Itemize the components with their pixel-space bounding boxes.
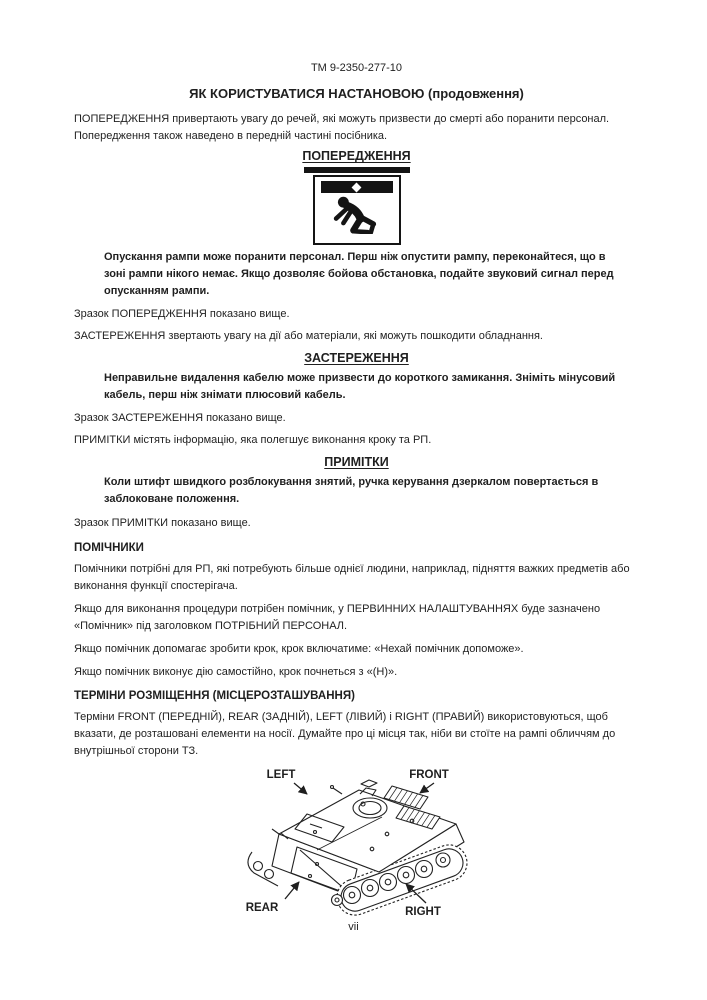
assistants-paragraph-3: Якщо помічник допомагає зробити крок, крок включатиме: «Нехай помічник допоможе». xyxy=(74,643,524,655)
caution-body-text: Неправильне видалення кабелю може призвести до короткого замикання. Зніміть мінусовий кабель, перш ніж знімати плюсовий кабель. xyxy=(104,372,616,401)
figure-label-right: RIGHT xyxy=(404,906,441,918)
ramp-crush-warning-icon xyxy=(304,167,410,245)
caution-heading: ЗАСТЕРЕЖЕННЯ xyxy=(304,351,409,365)
figure-label-left: LEFT xyxy=(266,769,295,781)
assistants-heading: ПОМІЧНИКИ xyxy=(74,542,144,554)
m113-carrier-line-drawing xyxy=(222,764,492,936)
figure-label-rear: REAR xyxy=(245,902,278,914)
figure-label-front: FRONT xyxy=(408,769,449,781)
ramp-edge-bar xyxy=(321,181,393,193)
ramp-bar-shape xyxy=(304,167,410,173)
document-number: TM 9-2350-277-10 xyxy=(310,62,403,74)
assistants-paragraph-1: Помічники потрібні для РП, які потребують більше однієї людини, наприклад, підняття важких предметів або виконання функції спостерігача. xyxy=(74,563,630,592)
note-heading: ПРИМІТКИ xyxy=(324,455,389,469)
note-intro-paragraph: ПРИМІТКИ містять інформацію, яка полегшує виконання кроку та РП. xyxy=(74,434,432,446)
warning-heading: ПОПЕРЕДЖЕННЯ xyxy=(302,149,411,163)
warning-sample-note: Зразок ПОПЕРЕДЖЕННЯ показано вище. xyxy=(74,308,290,320)
diamond-shape xyxy=(352,182,362,192)
warning-icon-box xyxy=(313,175,401,245)
caution-sample-note: Зразок ЗАСТЕРЕЖЕННЯ показано вище. xyxy=(74,412,286,424)
assistants-paragraph-2: Якщо для виконання процедури потрібен помічник, у ПЕРВИННИХ НАЛАШТУВАННЯХ буде зазначено «Помічник» під заголовком ПОТРІБНИЙ ПЕРСОНАЛ. xyxy=(74,603,601,632)
warnings-intro-paragraph: ПОПЕРЕДЖЕННЯ привертають увагу до речей, які можуть призвести до смерті або поранити персонал. Попередження також наведено в передній частині посібника. xyxy=(74,113,610,142)
page-title: ЯК КОРИСТУВАТИСЯ НАСТАНОВОЮ (продовження) xyxy=(189,86,524,101)
assistants-paragraph-4: Якщо помічник виконує дію самостійно, крок почнеться з «(Н)». xyxy=(74,666,398,678)
location-terms-heading: ТЕРМІНИ РОЗМІЩЕННЯ (МІСЦЕРОЗТАШУВАННЯ) xyxy=(74,690,355,702)
note-sample-note: Зразок ПРИМІТКИ показано вище. xyxy=(74,517,251,529)
page-number: vii xyxy=(348,921,359,933)
falling-person-icon xyxy=(325,194,389,234)
location-terms-paragraph: Терміни FRONT (ПЕРЕДНІЙ), REAR (ЗАДНІЙ), LEFT (ЛІВИЙ) і RIGHT (ПРАВИЙ) використовуються, щоб вказати, де розташовані елементи на носії. Думайте про ці місця так, ніби ви стоїте на рампі обличчям до внутрішньої сторони ТЗ. xyxy=(74,711,616,757)
carrier-orientation-figure xyxy=(222,764,492,936)
caution-intro-paragraph: ЗАСТЕРЕЖЕННЯ звертають увагу на дії або матеріали, які можуть пошкодити обладнання. xyxy=(74,330,543,342)
note-body-text: Коли штифт швидкого розблокування знятий, ручка керування дзеркалом повертається в заблоковане положення. xyxy=(104,476,599,505)
warning-body-text: Опускання рампи може поранити персонал. Перш ніж опустити рампу, переконайтеся, що в зоні рампи нікого немає. Якщо дозволяє бойова обстановка, подайте звуковий сигнал перед опусканням рампи. xyxy=(104,251,614,297)
